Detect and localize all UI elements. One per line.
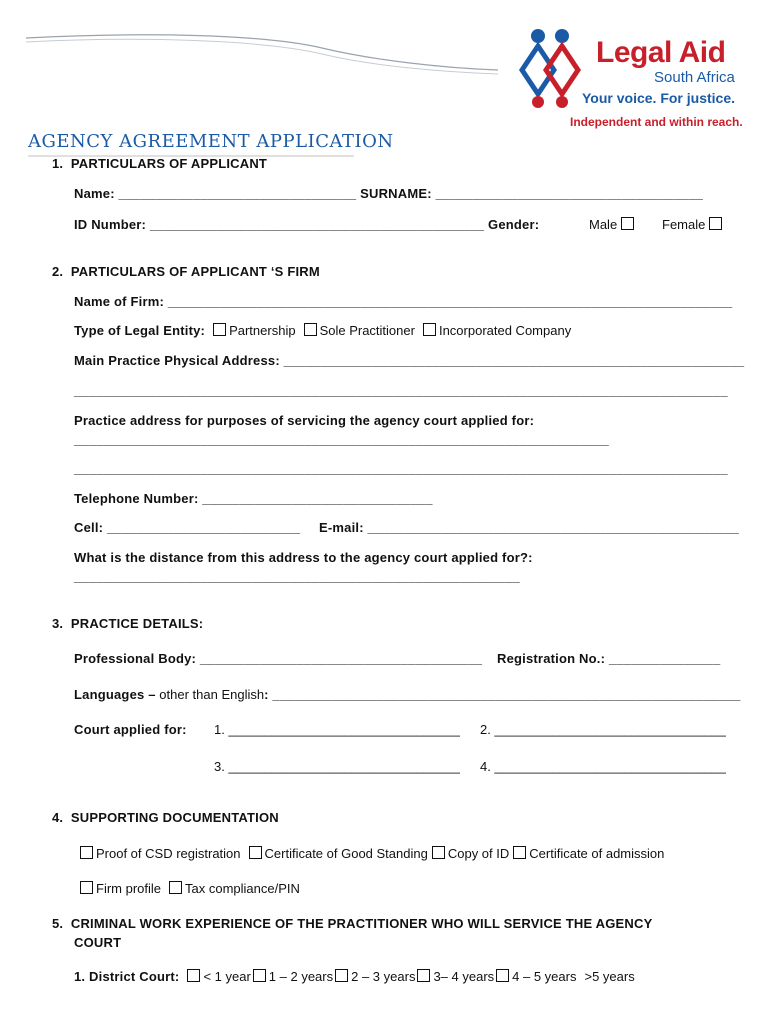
logo-subtagline: Independent and within reach. — [570, 115, 743, 129]
cell-field[interactable]: Cell: __________________________ — [74, 520, 301, 535]
lt1-year-label: < 1 year — [203, 969, 251, 984]
admission-checkbox[interactable] — [513, 846, 526, 859]
4-5-years-checkbox[interactable] — [496, 969, 509, 982]
court-applied-label: Court applied for: — [74, 722, 187, 737]
main-address-continued[interactable]: ________________________________________________________________________________________ — [74, 383, 728, 398]
languages-qualifier: other than English — [155, 687, 265, 702]
tax-compliance-label: Tax compliance/PIN — [185, 881, 300, 896]
firm-profile-checkbox[interactable] — [80, 881, 93, 894]
firm-name-field[interactable]: Name of Firm: ____________________________________________________________________________ — [74, 294, 733, 309]
practice-address-line-1[interactable]: ________________________________________________________________________ — [74, 432, 609, 447]
page-title: AGENCY AGREEMENT APPLICATION — [28, 131, 394, 152]
email-field[interactable]: E-mail: __________________________________________________ — [319, 520, 740, 535]
languages-line: : _______________________________________________________________ — [264, 687, 741, 702]
district-court-row — [74, 969, 635, 984]
1-2-years-label: 1 – 2 years — [268, 969, 334, 984]
logo-tagline: Your voice. For justice. — [582, 90, 736, 106]
partnership-label: Partnership — [229, 323, 296, 338]
csd-label: Proof of CSD registration — [96, 846, 241, 861]
firm-profile-label: Firm profile — [96, 881, 162, 896]
district-court-label: 1. District Court: — [74, 969, 180, 984]
practice-address-line-2[interactable]: ________________________________________________________________________________________ — [74, 461, 728, 476]
tax-compliance-checkbox[interactable] — [169, 881, 182, 894]
male-checkbox[interactable] — [621, 217, 634, 230]
section-4-heading: 4. SUPPORTING DOCUMENTATION — [52, 810, 279, 825]
registration-no-field[interactable]: Registration No.: _______________ — [497, 651, 721, 666]
2-3-years-label: 2 – 3 years — [351, 969, 416, 984]
copy-of-id-checkbox[interactable] — [432, 846, 445, 859]
header-swoosh — [22, 26, 502, 82]
id-number-field[interactable]: ID Number: _____________________________________________ Gender: — [74, 217, 540, 232]
3-4-years-checkbox[interactable] — [417, 969, 430, 982]
1-2-years-checkbox[interactable] — [253, 969, 266, 982]
languages-label: Languages – — [74, 687, 156, 702]
distance-field[interactable]: ____________________________________________________________ — [74, 569, 520, 584]
distance-label: What is the distance from this address to the agency court applied for?: — [74, 550, 533, 565]
legal-entity-row — [74, 323, 571, 338]
telephone-field[interactable]: Telephone Number: _______________________________ — [74, 491, 433, 506]
female-checkbox[interactable] — [709, 217, 722, 230]
section-2-heading: 2. PARTICULARS OF APPLICANT ‘S FIRM — [52, 264, 320, 279]
sole-practitioner-checkbox[interactable] — [304, 323, 317, 336]
court-4-field[interactable]: 4. ________________________________ — [480, 759, 726, 774]
good-standing-checkbox[interactable] — [249, 846, 262, 859]
good-standing-label: Certificate of Good Standing — [264, 846, 428, 861]
documents-row-1 — [80, 846, 664, 861]
sole-practitioner-label: Sole Practitioner — [319, 323, 415, 338]
logo-name: Legal Aid — [596, 36, 726, 69]
incorporated-company-checkbox[interactable] — [423, 323, 436, 336]
professional-body-field[interactable]: Professional Body: ______________________________________ — [74, 651, 483, 666]
documents-row-2 — [80, 881, 300, 896]
main-address-field[interactable]: Main Practice Physical Address: ______________________________________________________________ — [74, 353, 745, 368]
court-1-field[interactable]: 1. ________________________________ — [214, 722, 460, 737]
languages-field[interactable] — [74, 687, 741, 702]
copy-of-id-label: Copy of ID — [447, 846, 510, 861]
2-3-years-checkbox[interactable] — [335, 969, 348, 982]
partnership-checkbox[interactable] — [213, 323, 226, 336]
gender-male-option[interactable] — [589, 217, 637, 232]
gender-female-option[interactable] — [662, 217, 725, 232]
practice-address-label: Practice address for purposes of servicing the agency court applied for: — [74, 413, 535, 428]
gt5-years-label[interactable]: >5 years — [584, 969, 635, 984]
csd-checkbox[interactable] — [80, 846, 93, 859]
4-5-years-label: 4 – 5 years — [512, 969, 577, 984]
section-1-heading: 1. PARTICULARS OF APPLICANT — [52, 156, 268, 171]
court-2-field[interactable]: 2. ________________________________ — [480, 722, 726, 737]
logo-region: South Africa — [654, 69, 735, 86]
incorporated-company-label: Incorporated Company — [438, 323, 572, 338]
legal-entity-label: Type of Legal Entity: — [74, 323, 206, 338]
3-4-years-label: 3– 4 years — [433, 969, 495, 984]
admission-label: Certificate of admission — [529, 846, 665, 861]
gender-male-label: Male — [589, 217, 618, 232]
section-5-heading: 5. CRIMINAL WORK EXPERIENCE OF THE PRACTITIONER WHO WILL SERVICE THE AGENCY — [52, 916, 653, 931]
logo-figures-icon — [516, 28, 584, 108]
gender-female-label: Female — [662, 217, 706, 232]
court-3-field[interactable]: 3. ________________________________ — [214, 759, 460, 774]
section-3-heading: 3. PRACTICE DETAILS: — [52, 616, 204, 631]
section-5-heading-cont: COURT — [74, 935, 122, 950]
logo — [516, 28, 756, 132]
lt1-year-checkbox[interactable] — [187, 969, 200, 982]
name-surname-field[interactable]: Name: ________________________________ SURNAME: ____________________________________ — [74, 186, 704, 201]
